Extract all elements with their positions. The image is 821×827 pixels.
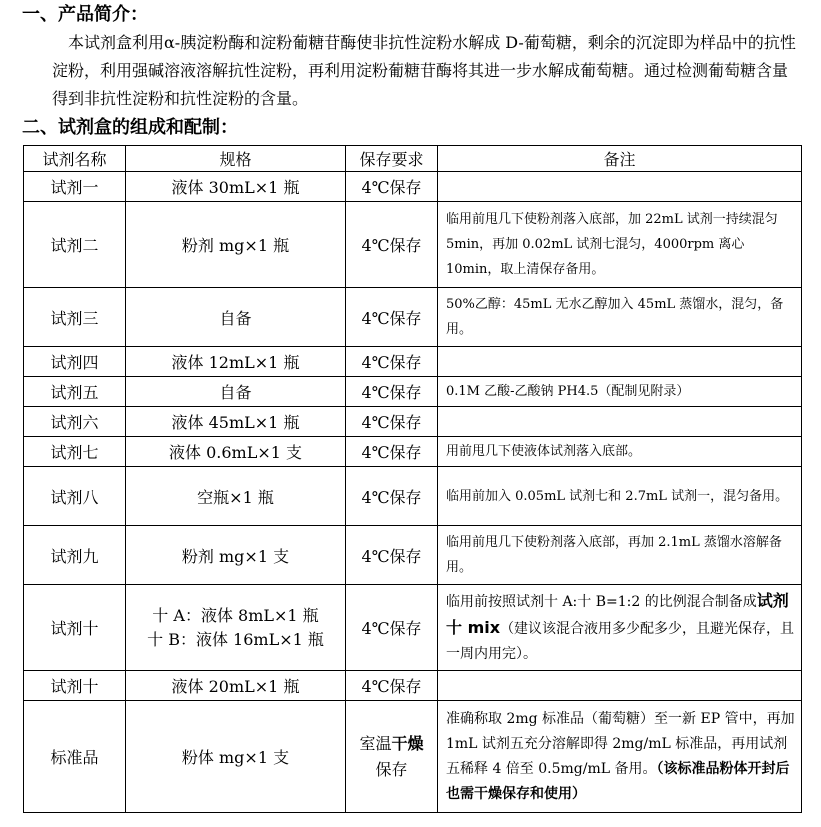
reagent-note-part-1: 临用前按照试剂十 A:十 B=1:2 的比例混合制备成 xyxy=(446,594,757,610)
table-row xyxy=(24,701,802,813)
table-row xyxy=(24,202,802,288)
table-row xyxy=(24,172,802,202)
reagent-spec: 粉剂 mg×1 支 xyxy=(126,526,346,585)
reagent-name: 试剂八 xyxy=(24,467,126,526)
reagent-spec: 粉剂 mg×1 瓶 xyxy=(126,202,346,288)
reagent-note xyxy=(438,347,802,377)
reagent-note: 用前甩几下使液体试剂落入底部。 xyxy=(438,437,802,467)
table-row xyxy=(24,347,802,377)
table-row xyxy=(24,288,802,347)
reagent-note xyxy=(438,701,802,813)
table-row xyxy=(24,407,802,437)
reagent-note: 临用前甩几下使粉剂落入底部，再加 2.1mL 蒸馏水溶解备用。 xyxy=(438,526,802,585)
reagent-storage: 4℃保存 xyxy=(346,172,438,202)
reagent-storage: 4℃保存 xyxy=(346,526,438,585)
reagent-name: 试剂十 xyxy=(24,585,126,671)
reagent-storage: 4℃保存 xyxy=(346,377,438,407)
reagent-storage: 4℃保存 xyxy=(346,407,438,437)
reagent-note xyxy=(438,407,802,437)
reagent-note-part-2: （建议该混合液用多少配多少，且避光保存，且一周内用完）。 xyxy=(446,621,795,662)
reagent-name: 试剂九 xyxy=(24,526,126,585)
section-title-kit-composition: 二、试剂盒的组成和配制： xyxy=(22,117,238,138)
reagent-storage: 4℃保存 xyxy=(346,347,438,377)
table-row xyxy=(24,377,802,407)
reagent-spec: 液体 20mL×1 瓶 xyxy=(126,671,346,701)
table-row xyxy=(24,467,802,526)
intro-paragraph: 本试剂盒利用α-胰淀粉酶和淀粉葡糖苷酶使非抗性淀粉水解成 D-葡萄糖，剩余的沉淀即为样品中的抗性淀粉，利用强碱溶液溶解抗性淀粉，再利用淀粉葡糖苷酶将其进一步水解成葡萄糖。通过检测葡萄糖含量得到非抗性淀粉和抗性淀粉的含量。 xyxy=(52,33,796,108)
reagent-name: 标准品 xyxy=(24,701,126,813)
storage-part-1: 室温 xyxy=(359,733,392,753)
reagent-note: 0.1M 乙酸-乙酸钠 PH4.5（配制见附录） xyxy=(438,377,802,407)
table-header-row xyxy=(24,146,802,172)
header-name: 试剂名称 xyxy=(24,146,126,172)
table-row xyxy=(24,585,802,671)
reagent-name: 试剂二 xyxy=(24,202,126,288)
reagent-name: 试剂三 xyxy=(24,288,126,347)
reagent-name: 试剂一 xyxy=(24,172,126,202)
reagent-storage: 4℃保存 xyxy=(346,467,438,526)
header-spec: 规格 xyxy=(126,146,346,172)
reagent-storage: 4℃保存 xyxy=(346,585,438,671)
reagent-note-bold: （该标准品粉体开封后也需干燥保存和使用） xyxy=(446,760,790,802)
table-row xyxy=(24,671,802,701)
reagent-note: 临用前甩几下使粉剂落入底部，加 22mL 试剂一持续混匀 5min，再加 0.02mL 试剂七混匀，4000rpm 离心 10min，取上清保存备用。 xyxy=(438,202,802,288)
reagent-spec: 自备 xyxy=(126,377,346,407)
reagent-storage: 4℃保存 xyxy=(346,437,438,467)
reagent-storage: 4℃保存 xyxy=(346,288,438,347)
reagent-name: 试剂六 xyxy=(24,407,126,437)
reagent-name: 试剂七 xyxy=(24,437,126,467)
reagent-spec: 粉体 mg×1 支 xyxy=(126,701,346,813)
reagent-table xyxy=(23,145,802,813)
reagent-name: 试剂五 xyxy=(24,377,126,407)
reagent-spec: 空瓶×1 瓶 xyxy=(126,467,346,526)
reagent-note: 临用前加入 0.05mL 试剂七和 2.7mL 试剂一，混匀备用。 xyxy=(438,467,802,526)
table-row xyxy=(24,526,802,585)
reagent-storage xyxy=(346,701,438,813)
reagent-spec: 液体 45mL×1 瓶 xyxy=(126,407,346,437)
reagent-spec: 液体 30mL×1 瓶 xyxy=(126,172,346,202)
reagent-storage: 4℃保存 xyxy=(346,671,438,701)
reagent-spec: 液体 0.6mL×1 支 xyxy=(126,437,346,467)
reagent-spec-b: 十 B：液体 16mL×1 瓶 xyxy=(147,629,324,649)
reagent-spec: 自备 xyxy=(126,288,346,347)
table-row xyxy=(24,437,802,467)
reagent-name: 试剂四 xyxy=(24,347,126,377)
storage-part-2: 保存 xyxy=(375,759,408,779)
reagent-storage: 4℃保存 xyxy=(346,202,438,288)
reagent-note: 50%乙醇：45mL 无水乙醇加入 45mL 蒸馏水，混匀，备用。 xyxy=(438,288,802,347)
reagent-note xyxy=(438,671,802,701)
reagent-spec-a: 十 A：液体 8mL×1 瓶 xyxy=(152,605,319,625)
reagent-note-text: 准确称取 2mg 标准品（葡萄糖）至一新 EP 管中，再加 1mL 试剂五充分溶解即得 2mg/mL 标准品，再用试剂五稀释 4 倍至 0.5mg/mL 备用。 xyxy=(446,710,795,777)
reagent-spec xyxy=(126,585,346,671)
header-note: 备注 xyxy=(438,146,802,172)
reagent-name: 试剂十 xyxy=(24,671,126,701)
header-storage: 保存要求 xyxy=(346,146,438,172)
reagent-spec: 液体 12mL×1 瓶 xyxy=(126,347,346,377)
section-title-product-intro: 一、产品简介： xyxy=(22,4,148,25)
reagent-note xyxy=(438,172,802,202)
storage-bold: 干燥 xyxy=(391,733,424,753)
reagent-note-bold: 试剂十 mix xyxy=(446,591,789,637)
reagent-note xyxy=(438,585,802,671)
